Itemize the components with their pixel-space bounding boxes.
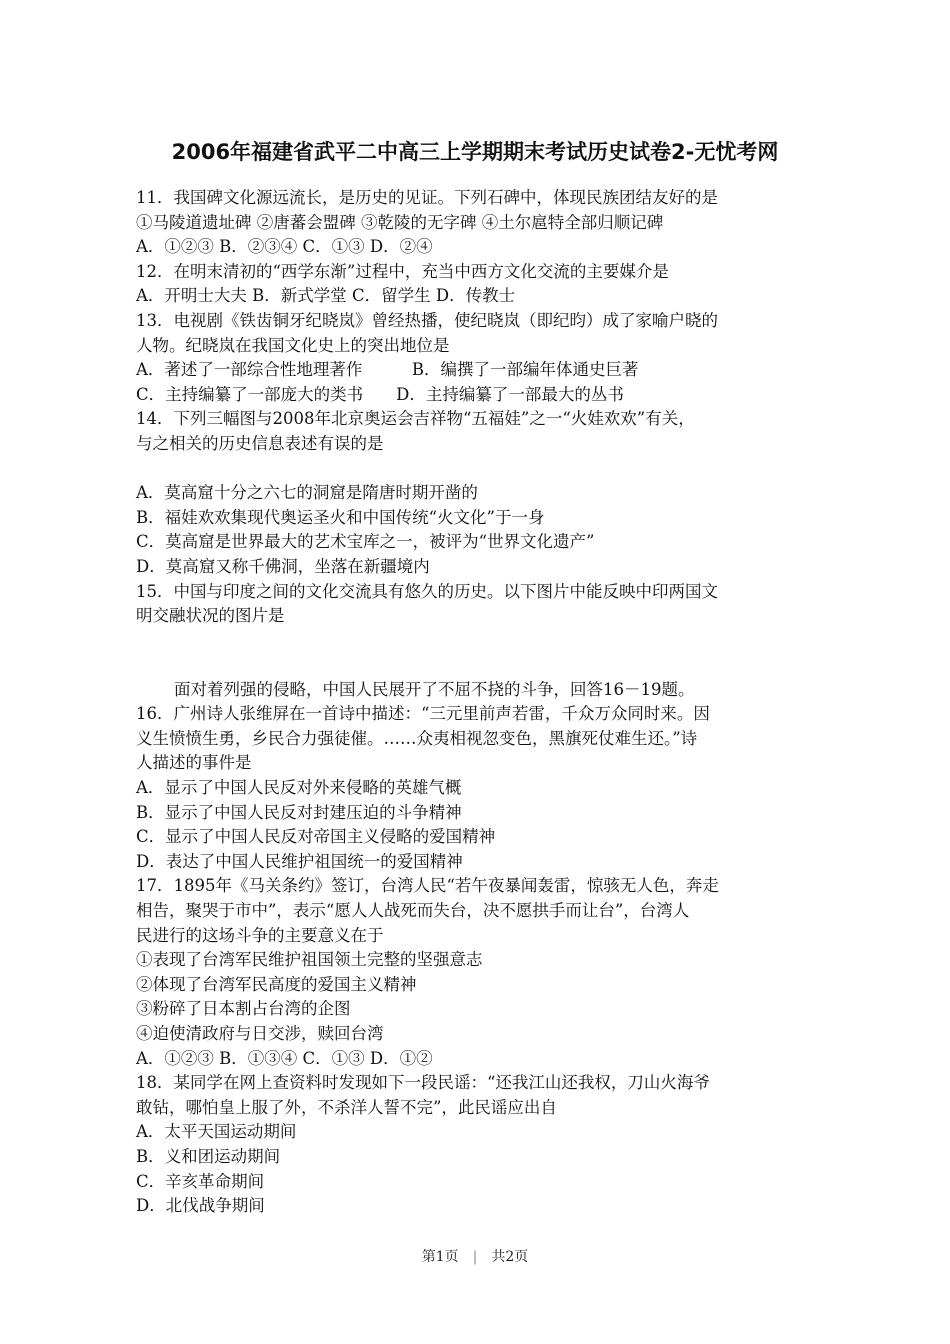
text-line: D．莫高窟又称千佛洞，坐落在新疆境内 xyxy=(136,556,430,576)
text-line: A．①②③ B．②③④ C．①③ D．②④ xyxy=(136,237,433,257)
text-line: A．①②③ B．①③④ C．①③ D．①② xyxy=(136,1048,433,1068)
text-line: 11．我国碑文化源远流长，是历史的见证。下列石碑中，体现民族团结友好的是 xyxy=(136,188,718,207)
text-line: C．显示了中国人民反对帝国主义侵略的爱国精神 xyxy=(136,827,496,847)
text-line: ③粉碎了日本割占台湾的企图 xyxy=(136,999,351,1019)
text-line: 人物。纪晓岚在我国文化史上的突出地位是 xyxy=(136,335,450,355)
text-line: 18．某同学在网上查资料时发现如下一段民谣：“还我江山还我权，刀山火海爷 xyxy=(136,1073,710,1093)
text-line: 敢钻，哪怕皇上服了外，不杀洋人誓不完”，此民谣应出自 xyxy=(136,1097,557,1117)
text-line: D．北伐战争期间 xyxy=(136,1196,265,1216)
text-line: 面对着列强的侵略，中国人民展开了不屈不挠的斗争，回答16－19题。 xyxy=(174,679,695,699)
text-line: B．义和团运动期间 xyxy=(136,1146,281,1166)
text-line: 相告，聚哭于市中”，表示“愿人人战死而失台，决不愿拱手而让台”，台湾人 xyxy=(136,901,690,921)
section-intro xyxy=(136,678,816,703)
text-line: B．显示了中国人民反对封建压迫的斗争精神 xyxy=(136,802,462,822)
text-line: A．显示了中国人民反对外来侵略的英雄气概 xyxy=(136,778,462,798)
text-line: D．表达了中国人民维护祖国统一的爱国精神 xyxy=(136,851,463,871)
text-line: 与之相关的历史信息表述有误的是 xyxy=(136,433,384,453)
text-line: 14．下列三幅图与2008年北京奥运会吉祥物“五福娃”之一“火娃欢欢”有关， xyxy=(136,409,695,429)
text-line: ①表现了台湾军民维护祖国领土完整的坚强意志 xyxy=(136,950,483,970)
text-line: 13．电视剧《铁齿铜牙纪晓岚》曾经热播，使纪晓岚（即纪昀）成了家喻户晓的 xyxy=(136,310,718,330)
text-line: C．莫高窟是世界最大的艺术宝库之一，被评为“世界文化遗产” xyxy=(136,532,595,552)
text-line: C．主持编纂了一部庞大的类书 D．主持编纂了一部最大的丛书 xyxy=(136,384,624,404)
page-total: 共2页 xyxy=(491,1249,529,1265)
text-line: A．太平天国运动期间 xyxy=(136,1122,297,1142)
text-line: ④迫使清政府与日交涉，赎回台湾 xyxy=(136,1024,384,1043)
text-line: A．莫高窟十分之六七的洞窟是隋唐时期开凿的 xyxy=(136,483,478,503)
text-line: A．开明士大夫 B．新式学堂 C．留学生 D．传教士 xyxy=(136,286,516,306)
text-line: 15．中国与印度之间的文化交流具有悠久的历史。以下图片中能反映中印两国文 xyxy=(136,581,718,601)
text-line: B．福娃欢欢集现代奥运圣火和中国传统“火文化”于一身 xyxy=(136,507,545,527)
page-title: 2006年福建省武平二中高三上学期期末考试历史试卷2-无忧考网 xyxy=(171,140,779,164)
question-block-16-18 xyxy=(136,702,816,1218)
question-block-11-14 xyxy=(136,186,816,457)
text-line: 16．广州诗人张维屏在一首诗中描述：“三元里前声若雷，千众万众同时来。因 xyxy=(136,704,710,724)
text-line: C．辛亥革命期间 xyxy=(136,1171,265,1191)
text-line: 17．1895年《马关条约》签订，台湾人民“若午夜暴闻轰雷，惊骇无人色，奔走 xyxy=(136,876,719,896)
image-placeholder-gap xyxy=(136,629,816,678)
page-footer xyxy=(0,1247,950,1267)
text-line: 明交融状况的图片是 xyxy=(136,606,285,626)
question-block-14-15 xyxy=(136,481,816,629)
text-line: ①马陵道遗址碑 ②唐蕃会盟碑 ③乾陵的无字碑 ④土尔扈特全部归顺记碑 xyxy=(136,212,664,232)
text-line: 民进行的这场斗争的主要意义在于 xyxy=(136,925,384,945)
text-line: A．著述了一部综合性地理著作 B．编撰了一部编年体通史巨著 xyxy=(136,360,639,380)
text-line: 12．在明末清初的“西学东渐”过程中，充当中西方文化交流的主要媒介是 xyxy=(136,261,669,281)
image-placeholder-gap xyxy=(136,457,816,482)
page-number: 第1页 xyxy=(421,1249,459,1265)
footer-separator: | xyxy=(472,1249,478,1265)
text-line: 人描述的事件是 xyxy=(136,753,252,773)
text-line: 义生愤愤生勇，乡民合力强徒催。……众夷相视忽变色，黑旗死仗难生还。”诗 xyxy=(136,728,698,748)
document-body xyxy=(136,186,816,1219)
text-line: ②体现了台湾军民高度的爱国主义精神 xyxy=(136,974,417,994)
